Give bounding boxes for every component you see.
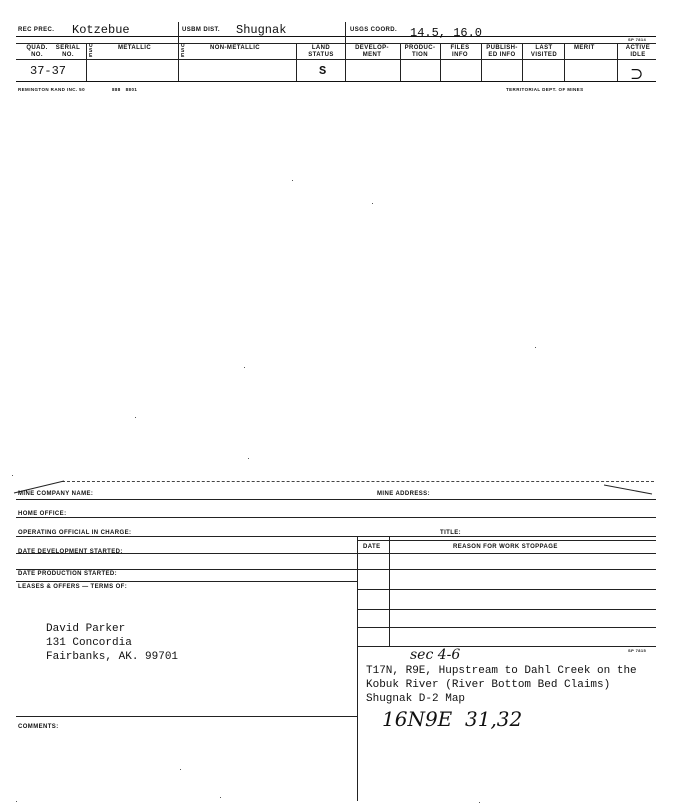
date-production-label: DATE PRODUCTION STARTED: (18, 571, 118, 577)
date-column-divider (389, 536, 390, 646)
col-development: DEVELOP-MENT (355, 45, 389, 58)
owner-address (46, 622, 178, 664)
col-last-visited: LAST VISITED (530, 45, 558, 58)
printer-codes: 888 8801 (112, 87, 138, 92)
operating-official-label: OPERATING OFFICIAL IN CHARGE: (18, 530, 132, 536)
owner-street: 131 Concordia (46, 637, 132, 649)
paper-speck (292, 180, 293, 181)
land-status-value: S (319, 64, 327, 78)
owner-name: David Parker (46, 623, 126, 635)
divider (296, 43, 297, 81)
row-rule (357, 646, 656, 647)
col-active-idle: ACTIVE IDLE (625, 45, 651, 58)
paper-speck (220, 797, 221, 798)
col-quad-no: QUAD. NO. (26, 45, 48, 58)
divider (345, 22, 346, 81)
paper-speck (244, 367, 245, 368)
home-office-label: HOME OFFICE: (18, 511, 67, 517)
col-merit: MERIT (574, 45, 595, 51)
form-code-bottom: SP 7815 (628, 648, 647, 653)
rec-prec-label: REC PREC. (18, 27, 55, 33)
col-use-metallic: U S E (89, 43, 94, 59)
col-land-status: LAND STATUS (308, 45, 334, 58)
row-rule (357, 540, 656, 541)
department-imprint: TERRITORIAL DEPT. OF MINES (506, 87, 584, 92)
col-use-nonmetallic: U S E (181, 43, 186, 59)
divider (617, 43, 618, 81)
header-bottom-rule (16, 81, 656, 82)
col-published-info: PUBLISH-ED INFO (486, 45, 518, 58)
reason-label: REASON FOR WORK STOPPAGE (453, 544, 558, 550)
divider (481, 43, 482, 81)
usbm-dist-value: Shugnak (236, 23, 287, 37)
comments-label: COMMENTS: (18, 724, 59, 730)
location-description (366, 664, 637, 706)
date-label: DATE (363, 544, 381, 550)
paper-speck (372, 203, 373, 204)
divider (564, 43, 565, 81)
paper-speck (479, 802, 480, 803)
col-metallic: METALLIC (118, 45, 152, 51)
paper-speck (16, 801, 17, 802)
row-rule (16, 517, 656, 518)
divider (178, 22, 179, 81)
col-serial-no: SERIAL NO. (55, 45, 81, 58)
divider (440, 43, 441, 81)
row-rule (357, 627, 656, 628)
usgs-coord-value: 14.5, 16.0 (410, 26, 483, 40)
row-rule (16, 569, 656, 570)
row-rule (357, 589, 656, 590)
row-rule (16, 581, 357, 582)
corner-strokes (0, 470, 678, 500)
date-development-label: DATE DEVELOPMENT STARTED: (18, 549, 123, 555)
date-column-divider (357, 536, 358, 801)
row-rule (16, 716, 357, 717)
active-idle-mark: ⊃ (630, 64, 644, 83)
divider (400, 43, 401, 81)
printer-imprint: REMINGTON RAND INC. 50 (18, 87, 85, 92)
paper-speck (180, 769, 181, 770)
paper-speck (135, 417, 136, 418)
rec-prec-value: Kotzebue (72, 23, 130, 37)
handwritten-section: sec 4-6 (410, 647, 461, 663)
location-line-2: Kobuk River (River Bottom Bed Claims) (366, 679, 611, 691)
row-rule (357, 609, 656, 610)
location-line-1: T17N, R9E, Hupstream to Dahl Creek on the (366, 665, 637, 677)
usgs-coord-label: USGS COORD. (350, 27, 398, 33)
usbm-dist-label: USBM DIST. (182, 27, 221, 33)
paper-speck (248, 458, 249, 459)
title-label: TITLE: (440, 530, 462, 536)
col-nonmetallic: NON-METALLIC (210, 45, 261, 51)
quad-serial-value: 37-37 (30, 64, 67, 78)
paper-speck (535, 347, 536, 348)
divider (522, 43, 523, 81)
mine-company-label: MINE COMPANY NAME: (18, 491, 94, 497)
owner-city: Fairbanks, AK. 99701 (46, 651, 179, 663)
header-row-rule (16, 59, 656, 60)
divider (86, 43, 87, 81)
location-line-3: Shugnak D-2 Map (366, 693, 466, 705)
form-code-top: SP 7814 (628, 37, 647, 42)
handwritten-township: 16N9E 31,32 (382, 707, 523, 731)
mine-address-label: MINE ADDRESS: (377, 491, 430, 497)
col-files-info: FILES INFO (450, 45, 470, 58)
leases-label: LEASES & OFFERS — TERMS OF: (18, 584, 128, 590)
row-rule (16, 499, 656, 500)
header-mid-rule (16, 43, 656, 44)
col-production: PRODUC-TION (404, 45, 436, 58)
